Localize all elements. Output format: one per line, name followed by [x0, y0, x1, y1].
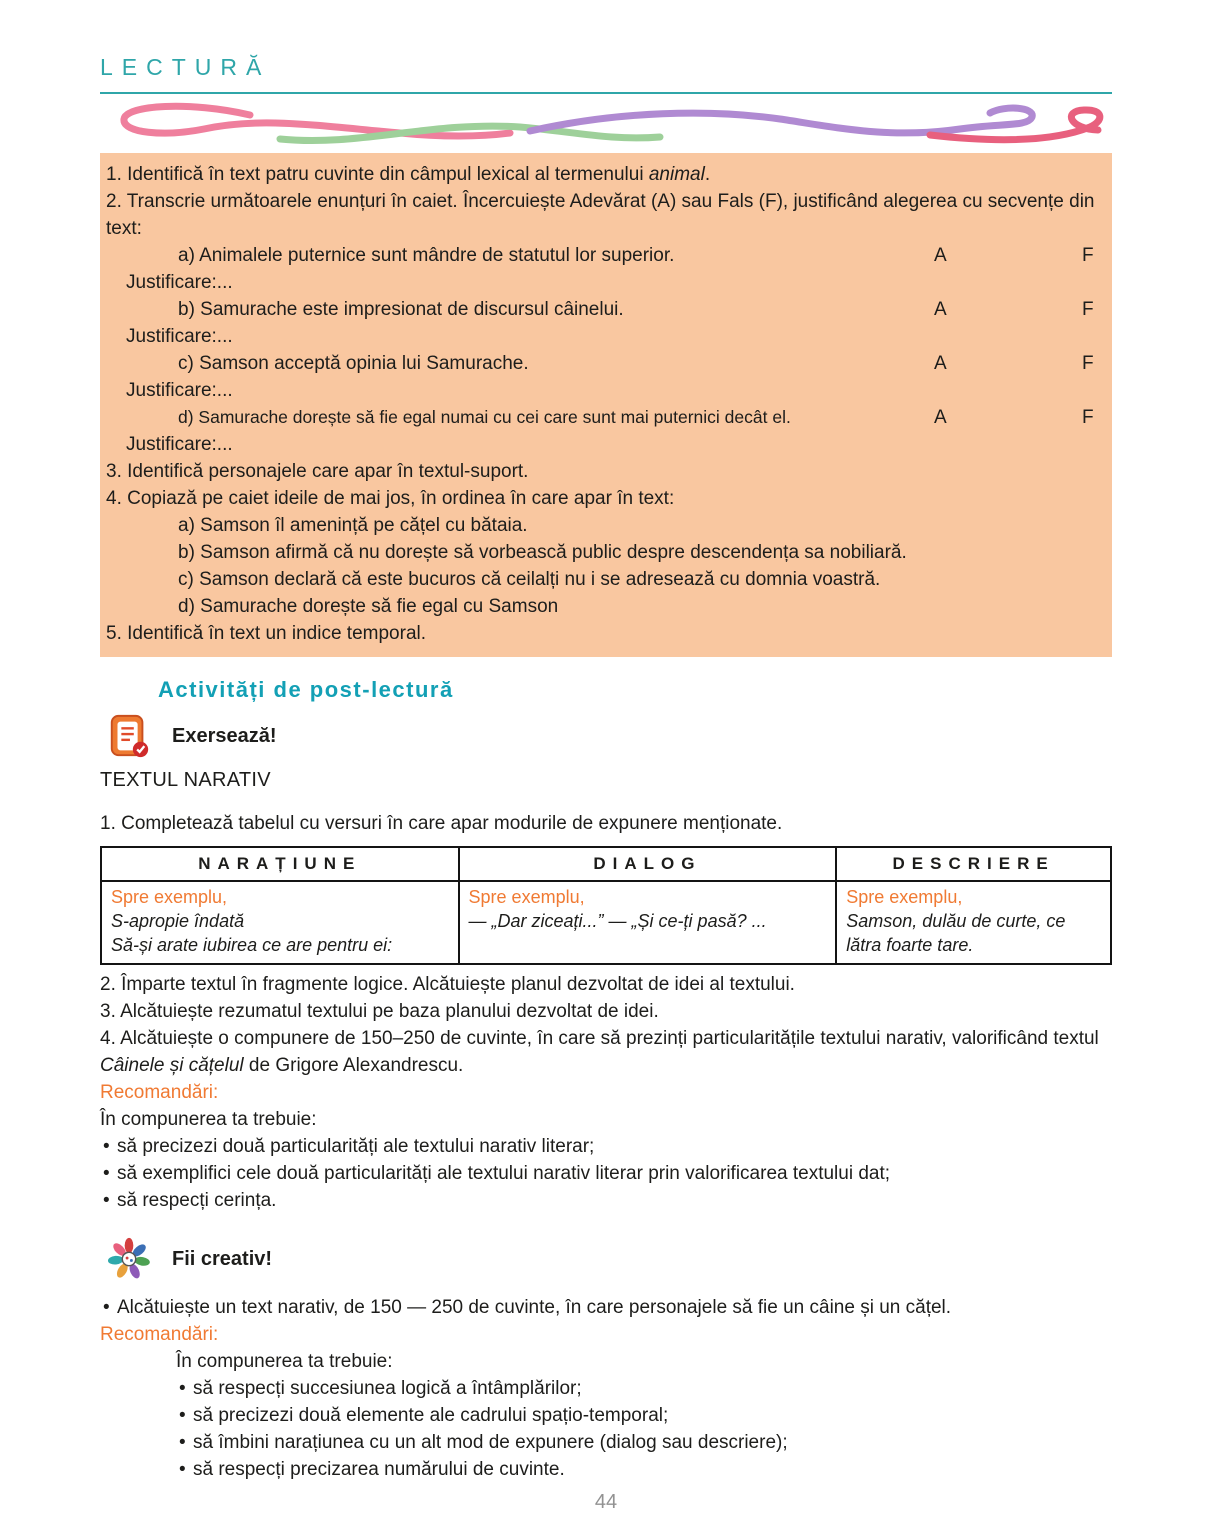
statement-c-text: c) Samson acceptă opinia lui Samurache.	[178, 353, 529, 374]
statement-d	[106, 404, 1106, 431]
heading-rule	[100, 92, 1112, 94]
statement-a	[106, 242, 1106, 269]
true-option-b: A	[934, 299, 947, 320]
false-option-c: F	[1082, 353, 1094, 374]
task-4-idea-b: b) Samson afirmă că nu dorește să vorbească public despre descendența sa nobiliară.	[178, 542, 907, 563]
reading-tasks-box	[100, 153, 1112, 657]
flourish-ornament	[100, 99, 1112, 149]
justify-d: Justificare:...	[126, 434, 233, 455]
statement-c	[106, 350, 1106, 377]
recommendations-2-label: Recomandări:	[100, 1324, 219, 1345]
creative-activity-header	[106, 1236, 1112, 1282]
recommendation-2-bullet-1: • să respecți succesiunea logică a întâmplărilor;	[176, 1375, 1112, 1402]
header-descriere: DESCRIERE	[836, 847, 1111, 881]
recommendation-1-bullet-3: • să respecți cerința.	[100, 1187, 1112, 1214]
exercise-label: Exersează!	[172, 724, 277, 747]
justify-b: Justificare:...	[126, 326, 233, 347]
false-option-d: F	[1082, 407, 1094, 428]
statement-b-text: b) Samurache este impresionat de discursul câinelui.	[178, 299, 624, 320]
post-task-4-author: de Grigore Alexandrescu.	[243, 1055, 464, 1076]
cell-descriere	[836, 881, 1111, 964]
task-4-idea-d: d) Samurache dorește să fie egal cu Samson	[178, 596, 559, 617]
creative-splash-icon	[106, 1236, 152, 1282]
recommendations-2-block	[176, 1348, 1112, 1483]
creative-task: • Alcătuiește un text narativ, de 150 — 250 de cuvinte, în care personajele să fie un câine și un cățel.	[100, 1294, 1112, 1321]
table-header-row	[101, 847, 1111, 881]
true-option-a: A	[934, 245, 947, 266]
task-3: 3. Identifică personajele care apar în textul-suport.	[106, 461, 529, 482]
false-option-b: F	[1082, 299, 1094, 320]
task-5: 5. Identifică în text un indice temporal.	[106, 623, 427, 644]
statement-a-text: a) Animalele puternice sunt mândre de statutul lor superior.	[178, 245, 675, 266]
chapter-heading: LECTURĂ	[100, 54, 271, 80]
header-naratiune: NARAȚIUNE	[101, 847, 459, 881]
post-task-1: 1. Completează tabelul cu versuri în care apar modurile de expunere menționate.	[100, 813, 783, 834]
task-4: 4. Copiază pe caiet ideile de mai jos, în ordinea în care apar în text:	[106, 488, 675, 509]
post-task-4-title: Câinele și cățelul	[100, 1055, 244, 1076]
cell-naratiune	[101, 881, 459, 964]
task-2: 2. Transcrie următoarele enunțuri în caiet. Încercuiește Adevărat (A) sau Fals (F), justificând alegerea cu secvențe din text:	[106, 191, 1095, 239]
recommendations-1-intro: În compunerea ta trebuie:	[100, 1109, 317, 1130]
task-1-text: 1. Identifică în text patru cuvinte din câmpul lexical al termenului	[106, 164, 649, 185]
cell-dialog	[459, 881, 837, 964]
task-1-period: .	[704, 164, 711, 185]
cell-naratiune-intro: Spre exemplu,	[111, 887, 228, 907]
statement-d-text: d) Samurache dorește să fie egal numai cu cei care sunt mai puternici decât el.	[178, 407, 791, 427]
header-dialog: DIALOG	[459, 847, 837, 881]
cell-dialog-intro: Spre exemplu,	[468, 887, 585, 907]
cell-naratiune-verse-1: S-apropie îndată	[111, 911, 245, 931]
post-task-2: 2. Împarte textul în fragmente logice. Alcătuiește planul dezvoltat de idei al textului.	[100, 974, 795, 995]
creative-label: Fii creativ!	[172, 1247, 273, 1270]
cell-descriere-verse: Samson, dulău de curte, ce lătra foarte tare.	[846, 911, 1066, 955]
exercise-activity-header	[106, 713, 1112, 759]
recommendations-1-label: Recomandări:	[100, 1082, 219, 1103]
justify-a: Justificare:...	[126, 272, 233, 293]
section-title: Activități de post-lectură	[158, 677, 454, 702]
recommendation-2-bullet-4: • să respecți precizarea numărului de cuvinte.	[176, 1456, 1112, 1483]
page-number: 44	[594, 1491, 618, 1513]
post-task-3: 3. Alcătuiește rezumatul textului pe baza planului dezvoltat de idei.	[100, 1001, 659, 1022]
task-4-idea-a: a) Samson îl amenință pe cățel cu bătaia.	[178, 515, 528, 536]
recommendations-2-intro: În compunerea ta trebuie:	[176, 1351, 393, 1372]
post-task-4	[100, 1025, 1112, 1079]
true-option-c: A	[934, 353, 947, 374]
false-option-a: F	[1082, 245, 1094, 266]
recommendation-2-bullet-3: • să îmbini narațiunea cu un alt mod de expunere (dialog sau descriere);	[176, 1429, 1112, 1456]
expression-modes-table	[100, 846, 1112, 965]
recommendation-1-bullet-1: • să precizezi două particularități ale textului narativ literar;	[100, 1133, 1112, 1160]
statement-b	[106, 296, 1106, 323]
table-body-row	[101, 881, 1111, 964]
task-4-idea-c: c) Samson declară că este bucuros că ceilalți nu i se adresează cu domnia voastră.	[178, 569, 881, 590]
task-1	[106, 161, 1106, 188]
narrative-text-subtitle: TEXTUL NARATIV	[100, 769, 271, 791]
post-task-4-text: 4. Alcătuiește o compunere de 150–250 de cuvinte, în care să prezinți particularitățile textului narativ, valorificând textul	[100, 1028, 1099, 1049]
cell-descriere-intro: Spre exemplu,	[846, 887, 963, 907]
recommendation-1-bullet-2: • să exemplifici cele două particularități ale textului narativ literar prin valorificarea textului dat;	[100, 1160, 1112, 1187]
task-1-italic-term: animal	[648, 164, 705, 185]
cell-dialog-verse: — „Dar ziceați...” — „Și ce-ți pasă? ...	[468, 911, 767, 931]
justify-c: Justificare:...	[126, 380, 233, 401]
true-option-d: A	[934, 407, 947, 428]
cell-naratiune-verse-2: Să-și arate iubirea ce are pentru ei:	[111, 935, 393, 955]
clipboard-exercise-icon	[106, 713, 152, 759]
recommendation-2-bullet-2: • să precizezi două elemente ale cadrului spațio-temporal;	[176, 1402, 1112, 1429]
